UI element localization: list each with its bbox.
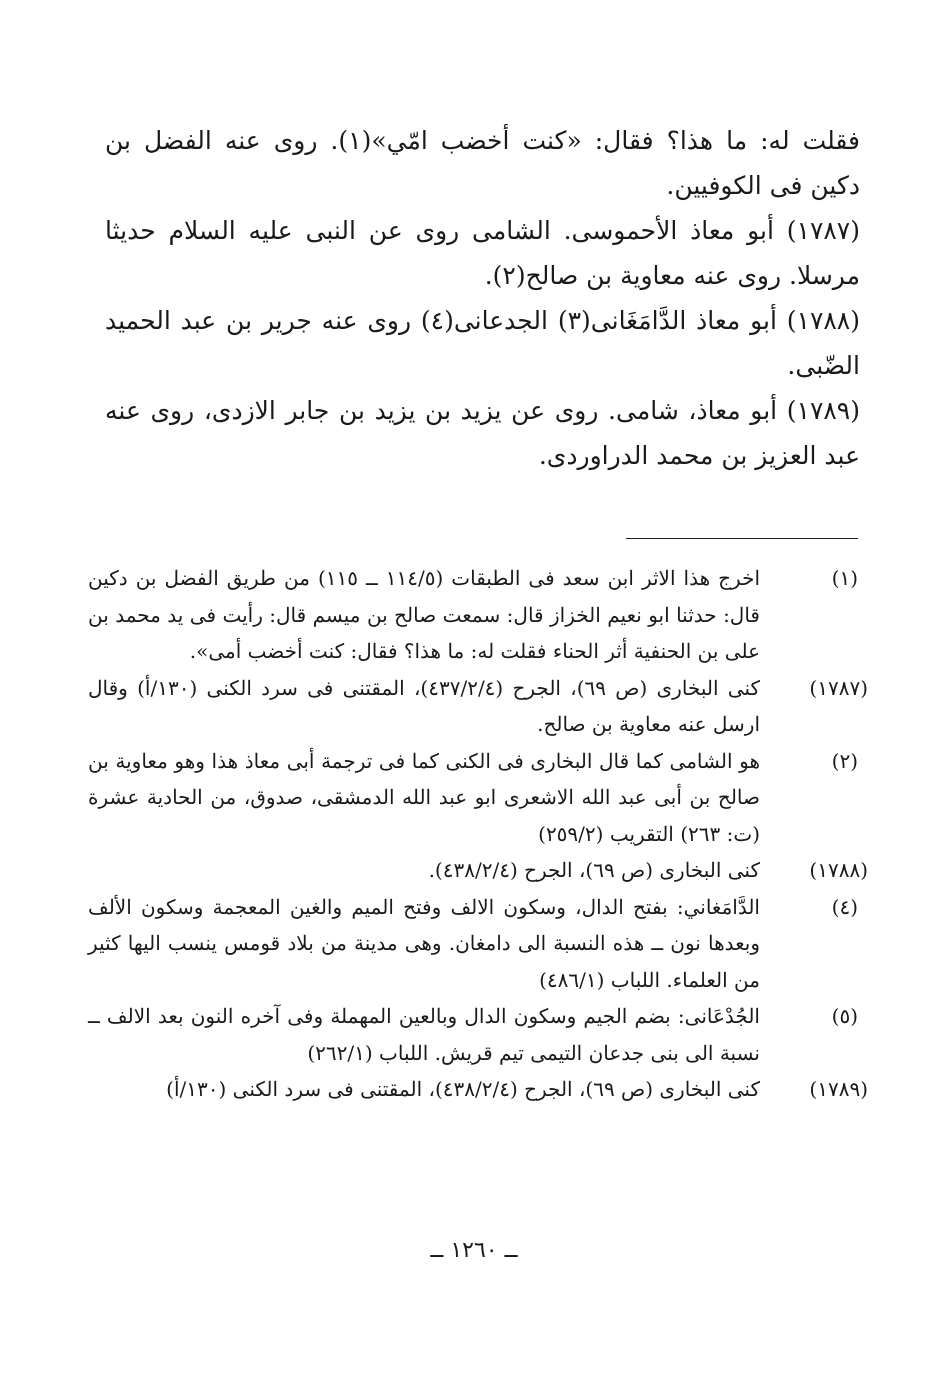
footnote-label: (١) xyxy=(831,566,858,590)
footnote-item xyxy=(88,852,868,889)
footnote-text: الجُدْعَانى: بضم الجيم وسكون الدال وبالعين المهملة وفى آخره النون بعد الالف ــ نسبة الى بنى جدعان التيمى تيم قريش. اللباب (٢٦٢/١) xyxy=(88,1004,760,1065)
main-body-text xyxy=(105,118,860,478)
footnote-text: كنى البخارى (ص ٦٩)، الجرح (٤٣٨/٢/٤)، المقتنى فى سرد الكنى (١٣٠/أ) xyxy=(166,1077,760,1101)
footnote-label: (١٧٨٩) xyxy=(809,1077,868,1101)
footnote-item xyxy=(88,560,868,670)
footnote-item xyxy=(88,889,868,999)
footnote-label: (١٧٨٨) xyxy=(809,858,868,882)
entry-1788: (١٧٨٨) أبو معاذ الدَّامَغَانى(٣) الجدعانى(٤) روى عنه جرير بن عبد الحميد الضّبى. xyxy=(105,306,860,380)
footnote-item xyxy=(88,670,868,743)
footnote-separator xyxy=(626,538,858,539)
footnote-label: (٢) xyxy=(831,748,858,773)
page-number: ــ ١٢٦٠ ــ xyxy=(430,1238,518,1263)
footnote-item xyxy=(88,1071,868,1108)
footnote-text: اخرج هذا الاثر ابن سعد فى الطبقات (١١٤/٥ ــ ١١٥) من طريق الفضل بن دكين قال: حدثنا ابو نعيم الخزاز قال: سمعت صالح بن ميسم قال: رأيت فى يد محمد بن على بن الحنفية أثر الحناء فقلت له: ما هذا؟ فقال: كنت أخضب أمى». xyxy=(88,566,760,663)
footnote-label: (١٧٨٧) xyxy=(809,675,868,700)
footnote-item xyxy=(88,743,868,853)
footnotes xyxy=(88,560,868,1108)
entry-1789: (١٧٨٩) أبو معاذ، شامى. روى عن يزيد بن يزيد بن جابر الازدى، روى عنه عبد العزيز بن محمد الدراوردى. xyxy=(105,396,860,470)
footnote-label: (٥) xyxy=(831,1004,858,1028)
body-paragraph: فقلت له: ما هذا؟ فقال: «كنت أخضب امّي»(١). روى عنه الفضل بن دكين فى الكوفيين. xyxy=(105,126,860,200)
footnote-text: هو الشامى كما قال البخارى فى الكنى كما فى ترجمة أبى معاذ هذا وهو معاوية بن صالح بن أبى عبد الله الاشعرى ابو عبد الله الدمشقى، صدوق، من الحادية عشرة (ت: ٢٦٣) التقريب (٢٥٩/٢) xyxy=(88,748,760,846)
footnote-text: كنى البخارى (ص ٦٩)، الجرح (٤٣٨/٢/٤). xyxy=(428,858,760,882)
entry-1787: (١٧٨٧) أبو معاذ الأحموسى. الشامى روى عن النبى عليه السلام حديثا مرسلا. روى عنه معاوية بن صالح(٢). xyxy=(105,216,860,290)
footnote-item xyxy=(88,998,868,1071)
footnote-text: الدَّامَغاني: بفتح الدال، وسكون الالف وفتح الميم والغين المعجمة وسكون الألف وبعدها نون ــ هذه النسبة الى دامغان. وهى مدينة من بلاد قومس ينسب اليها كثير من العلماء. اللباب (٤٨٦/١) xyxy=(88,894,760,992)
footnote-label: (٤) xyxy=(831,894,858,919)
footnote-text: كنى البخارى (ص ٦٩)، الجرح (٤٣٧/٢/٤)، المقتنى فى سرد الكنى (١٣٠/أ) وقال ارسل عنه معاوية بن صالح. xyxy=(88,675,760,736)
